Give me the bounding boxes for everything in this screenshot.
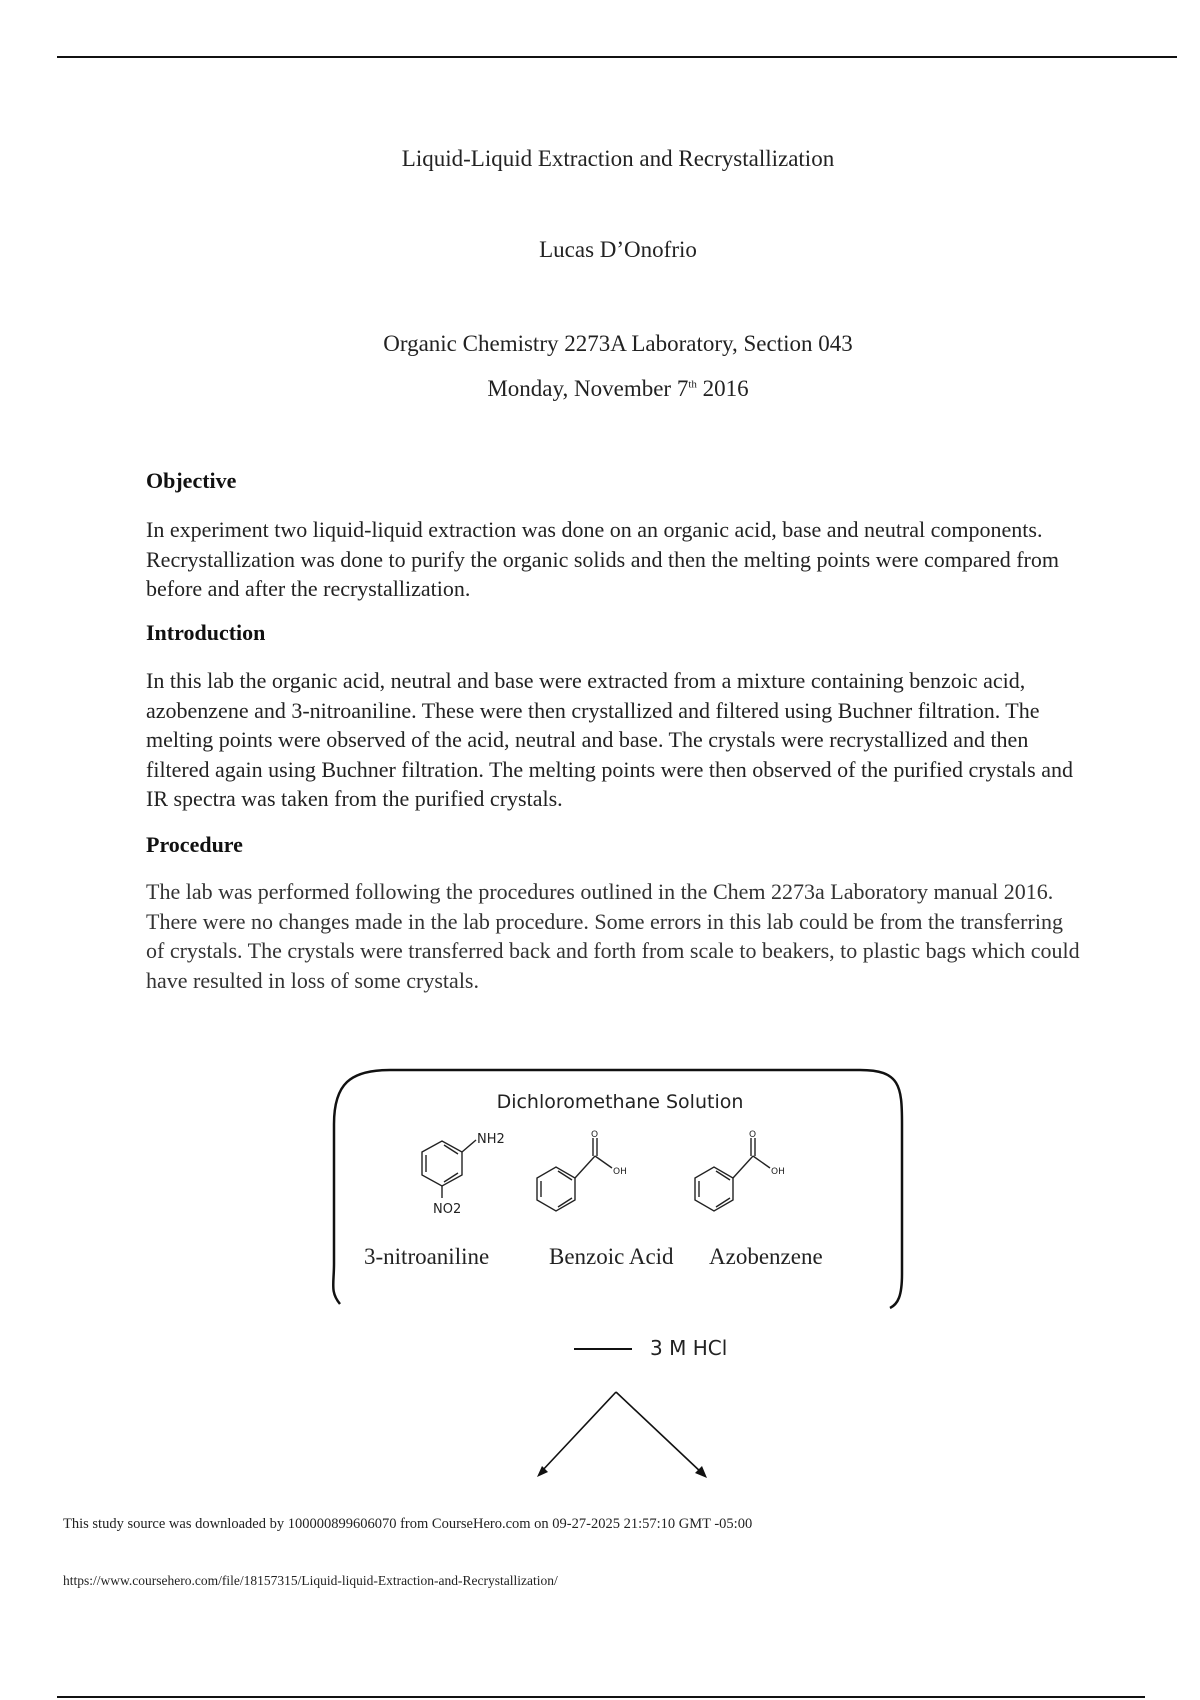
benzoic-o-label: O	[591, 1130, 599, 1140]
label-benzoic-acid: Benzoic Acid	[549, 1244, 674, 1269]
date-year: 2016	[696, 376, 749, 401]
nh2-label: NH2	[477, 1132, 505, 1147]
procedure-text: The lab was performed following the procedures outlined in the Chem 2273a Laboratory manual 2016. There were no changes made in the lab procedure. Some errors in this lab could be from the transferring of crystals. The crystals were transferred back and forth from scale to beakers, to plastic bags which could have resulted in loss of some crystals.	[146, 879, 1080, 993]
top-rule	[57, 56, 1177, 58]
scheme-graphics	[330, 1064, 910, 1484]
date-ordinal: th	[688, 378, 697, 391]
label-3-nitroaniline: 3-nitroaniline	[364, 1244, 490, 1269]
source-url[interactable]: https://www.coursehero.com/file/18157315/Liquid-liquid-Extraction-and-Recrystallization/	[63, 1573, 558, 1588]
extraction-scheme	[330, 1064, 910, 1484]
azobenzene-structure	[695, 1138, 770, 1211]
azobenzene-o-label: O	[749, 1130, 757, 1140]
azobenzene-oh-label: OH	[771, 1167, 785, 1177]
introduction-heading: Introduction	[146, 620, 266, 645]
left-arrowhead	[537, 1466, 548, 1477]
document-title: Liquid-Liquid Extraction and Recrystallization	[401, 146, 835, 171]
scheme-title: Dichloromethane Solution	[496, 1091, 744, 1113]
split-arrows	[541, 1392, 703, 1474]
date-line	[0, 376, 1200, 402]
benzoic-acid-structure	[537, 1138, 612, 1211]
download-notice: This study source was downloaded by 100000899606070 from CourseHero.com on 09-27-2025 21:57:10 GMT -05:00	[63, 1516, 753, 1532]
bottom-rule	[57, 1696, 1145, 1698]
reagent-label: 3 M HCl	[650, 1336, 728, 1360]
objective-heading: Objective	[146, 468, 237, 493]
objective-text: In experiment two liquid-liquid extraction was done on an organic acid, base and neutral components. Recrystallization was done to purify the organic solids and then the melting points were compared from before and after the recrystallization.	[146, 517, 1059, 601]
label-azobenzene: Azobenzene	[709, 1244, 823, 1269]
benzoic-oh-label: OH	[613, 1167, 627, 1177]
procedure-heading: Procedure	[146, 832, 243, 857]
author-name: Lucas D’Onofrio	[539, 237, 697, 262]
date-prefix: Monday, November 7	[487, 376, 689, 401]
course-line: Organic Chemistry 2273A Laboratory, Section 043	[383, 331, 853, 356]
no2-label: NO2	[433, 1202, 462, 1217]
introduction-text: In this lab the organic acid, neutral and base were extracted from a mixture containing benzoic acid, azobenzene and 3-nitroaniline. These were then crystallized and filtered using Buchner filtration. The melting points were observed of the acid, neutral and base. The crystals were recrystallized and then filtered again using Buchner filtration. The melting points were then observed of the purified crystals and IR spectra was taken from the purified crystals.	[146, 668, 1073, 811]
nitroaniline-structure	[422, 1140, 476, 1198]
